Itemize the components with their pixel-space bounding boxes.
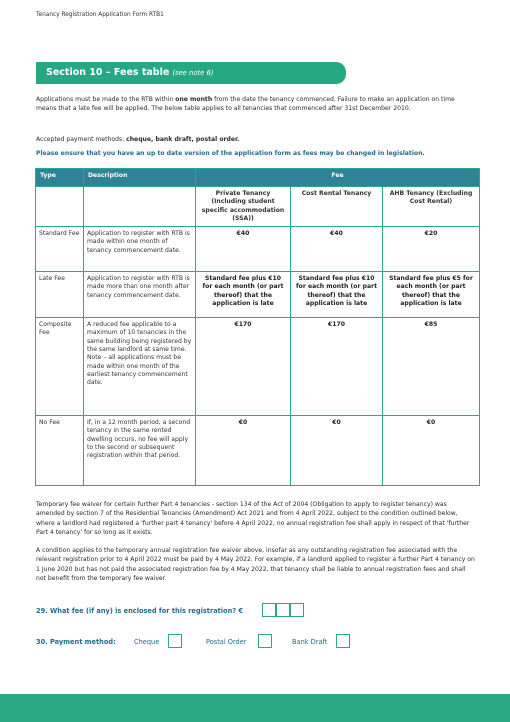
- payment-methods-list: cheque, bank draft, postal order.: [126, 136, 240, 143]
- legislation-warning: Please ensure that you have an up to date version of the application form as fees may be changed in legislation.: [36, 150, 425, 157]
- fee-amount-box-2[interactable]: [276, 603, 290, 617]
- postal-order-checkbox[interactable]: [258, 634, 272, 648]
- question-30-label: 30. Payment method:: [36, 638, 116, 646]
- section-title: [46, 67, 213, 78]
- intro-emphasis: one month: [175, 96, 213, 103]
- row-fee-ahb: Standard fee plus €5 for each month (or part thereof) that the application is late: [383, 272, 480, 318]
- question-29-label: 29. What fee (if any) is enclosed for this registration? €: [36, 607, 243, 615]
- row-fee-private: Standard fee plus €10 for each month (or part thereof) that the application is late: [196, 272, 291, 318]
- fee-amount-box-3[interactable]: [290, 603, 304, 617]
- row-description: If, in a 12 month period, a second tenancy in the same rented dwelling occurs, no fee will apply to the second or subsequent registration within that period.: [84, 416, 196, 486]
- row-fee-cost-rental: €0: [291, 416, 383, 486]
- empty-cell: [84, 187, 196, 227]
- row-type: Composite Fee: [36, 318, 84, 416]
- section-note: (see note 6): [172, 69, 214, 77]
- payment-methods-note: [36, 135, 476, 144]
- header-description: Description: [84, 169, 196, 187]
- row-type: Late Fee: [36, 272, 84, 318]
- option-cheque-label: Cheque: [134, 638, 160, 646]
- row-fee-cost-rental: €40: [291, 227, 383, 272]
- fee-col-ahb: AHB Tenancy (Excluding Cost Rental): [383, 187, 480, 227]
- waiver-paragraph-1: Temporary fee waiver for certain further Part 4 tenancies - section 134 of the Act of 2004 (Obligation to apply to register tenancy) was amended by section 7 of the Residential Tenancies (Amendment) Act 2021 and from 4 April 2022, subject to the condition outlined below, where a landlord had registered a 'further part 4 tenancy' before 4 April 2022, no annual registration fee shall apply in respect of that 'further Part 4 tenancy' for so long as it exists.: [36, 501, 470, 537]
- row-fee-private: €40: [196, 227, 291, 272]
- row-type: No Fee: [36, 416, 84, 486]
- fee-amount-box-1[interactable]: [262, 603, 276, 617]
- row-description: Application to register with RTB is made more than one month after tenancy commencement date.: [84, 272, 196, 318]
- waiver-paragraph-2: A condition applies to the temporary annual registration fee waiver above, insofar as any outstanding registration fee associated with the relevant registration prior to 4 April 2022 must be paid by 4 May 2022. For example, if a landlord applied to register a further Part 4 tenancy on 1 June 2020 but has not paid the associated registration fee by 4 May 2022, that tenancy shall be liable to annual registration fees and shall not benefit from the temporary fee waiver.: [36, 547, 475, 583]
- row-fee-ahb: €85: [383, 318, 480, 416]
- row-fee-cost-rental: Standard fee plus €10 for each month (or part thereof) that the application is late: [291, 272, 383, 318]
- row-description: Application to register with RTB is made within one month of tenancy commencement date.: [84, 227, 196, 272]
- fee-subheader-row: [36, 187, 480, 227]
- option-bank-draft-label: Bank Draft: [292, 638, 328, 646]
- table-row: [36, 416, 480, 486]
- table-row: [36, 272, 480, 318]
- table-header-row: [36, 169, 480, 187]
- option-postal-order-label: Postal Order: [206, 638, 247, 646]
- bank-draft-checkbox[interactable]: [336, 634, 350, 648]
- row-fee-private: €170: [196, 318, 291, 416]
- table-row: [36, 227, 480, 272]
- table-row: [36, 318, 480, 416]
- row-fee-ahb: €20: [383, 227, 480, 272]
- header-fee: Fee: [196, 169, 480, 187]
- fees-table: [35, 168, 480, 486]
- intro-paragraph-1: [36, 95, 476, 114]
- payment-methods-label: Accepted payment methods:: [36, 136, 127, 143]
- section-title-text: Section 10 – Fees table: [46, 67, 170, 78]
- running-header: Tenancy Registration Application Form RTB1: [36, 12, 164, 18]
- header-type: Type: [36, 169, 84, 187]
- intro-text: Applications must be made to the RTB within: [36, 96, 176, 103]
- row-fee-private: €0: [196, 416, 291, 486]
- row-type: Standard Fee: [36, 227, 84, 272]
- row-description: A reduced fee applicable to a maximum of 10 tenancies in the same building being registered by the same landlord at same time. Note – all applications must be made within one month of the earliest tenancy commencement date.: [84, 318, 196, 416]
- fee-col-private: Private Tenancy (Including student specific accommodation (SSA)): [196, 187, 291, 227]
- row-fee-ahb: €0: [383, 416, 480, 486]
- section-banner: [36, 62, 346, 84]
- row-fee-cost-rental: €170: [291, 318, 383, 416]
- cheque-checkbox[interactable]: [168, 634, 182, 648]
- empty-cell: [36, 187, 84, 227]
- footer-band: [0, 694, 510, 722]
- fee-col-cost-rental: Cost Rental Tenancy: [291, 187, 383, 227]
- intro-text-cont: from the date the tenancy commenced. Failure to make an application on time means that a late fee will be applied. The below table applies to all tenancies that commenced after 31st December 2010.: [36, 96, 455, 113]
